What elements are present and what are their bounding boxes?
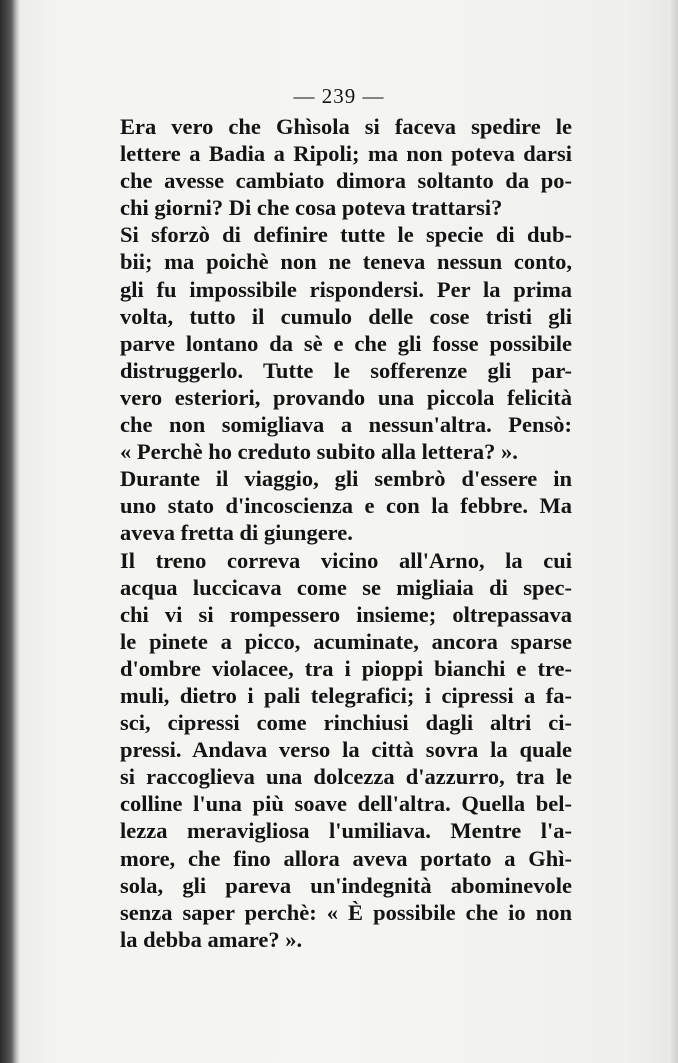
text-line: Si sforzò di definire tutte le specie di dub- [120, 222, 572, 248]
text-line: le pinete a picco, acuminate, ancora sparse [120, 628, 572, 654]
text-line: muli, dietro i pali telegrafici; i cipressi a fa- [120, 682, 572, 708]
text-line: colline l'una più soave dell'altra. Quella bel- [120, 791, 572, 817]
page-binding-shadow [0, 0, 20, 1063]
text-line: Durante il viaggio, gli sembrò d'essere in [120, 466, 572, 492]
text-line: che non somigliava a nessun'altra. Pensò: [120, 412, 572, 438]
text-line: senza saper perchè: « È possibile che io non [120, 899, 572, 925]
text-line: chi vi si rompessero insieme; oltrepassava [120, 601, 572, 627]
text-line: pressi. Andava verso la città sovra la quale [120, 737, 572, 763]
text-line: si raccoglieva una dolcezza d'azzurro, tra le [120, 764, 572, 790]
text-line: acqua luccicava come se migliaia di spec- [120, 574, 572, 600]
body-text [120, 113, 572, 953]
text-line: « Perchè ho creduto subito alla lettera? ». [120, 439, 518, 465]
text-line: chi giorni? Di che cosa poteva trattarsi? [120, 195, 503, 221]
text-line: Il treno correva vicino all'Arno, la cui [120, 547, 572, 573]
text-line: che avesse cambiato dimora soltanto da po- [120, 168, 572, 194]
text-line: distruggerlo. Tutte le sofferenze gli par- [120, 357, 572, 383]
text-line: d'ombre violacee, tra i pioppi bianchi e tre- [120, 655, 572, 681]
page-number: — 239 — [293, 84, 385, 108]
text-line: more, che fino allora aveva portato a Ghì- [120, 845, 572, 871]
text-line: lezza meravigliosa l'umiliava. Mentre l'a- [120, 818, 572, 844]
text-line: gli fu impossibile rispondersi. Per la prima [120, 276, 572, 302]
text-line: aveva fretta di giungere. [120, 520, 353, 546]
text-line: parve lontano da sè e che gli fosse possibile [120, 330, 572, 356]
page-edge [668, 0, 678, 1063]
text-line: lettere a Badia a Ripoli; ma non poteva darsi [120, 141, 572, 167]
text-line: la debba amare? ». [120, 926, 303, 952]
text-line: sola, gli pareva un'indegnità abominevole [120, 872, 572, 898]
text-line: Era vero che Ghìsola si faceva spedire le [120, 114, 572, 139]
text-line: vero esteriori, provando una piccola felicità [120, 384, 572, 410]
text-line: bii; ma poichè non ne teneva nessun conto, [120, 249, 572, 275]
text-line: volta, tutto il cumulo delle cose tristi gli [120, 303, 572, 329]
text-line: uno stato d'incoscienza e con la febbre. Ma [120, 493, 572, 519]
text-line: sci, cipressi come rinchiusi dagli altri ci- [120, 710, 572, 736]
